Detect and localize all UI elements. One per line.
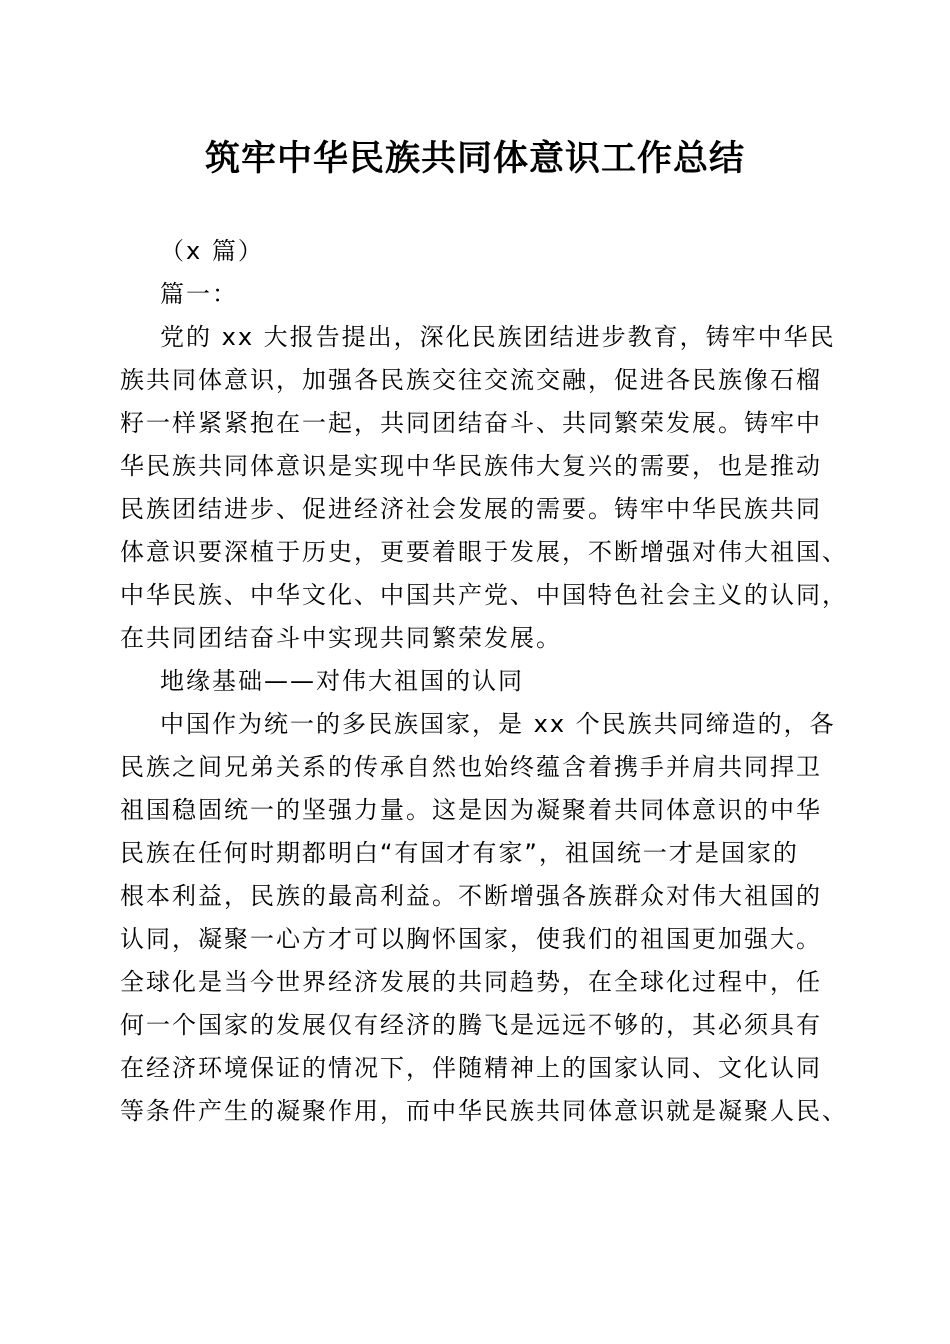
paragraph-line: 民族团结进步、促进经济社会发展的需要。铸牢中华民族共同 — [120, 495, 822, 523]
paragraph-2 — [120, 703, 848, 1133]
paragraph-line: 等条件产生的凝聚作用，而中华民族共同体意识就是凝聚人民、 — [120, 1097, 848, 1125]
paragraph-line: 党的 xx 大报告提出，深化民族团结进步教育，铸牢中华民 — [160, 323, 836, 351]
paragraph-line: 在经济环境保证的情况下，伴随精神上的国家认同、文化认同 — [120, 1054, 822, 1082]
paragraph-line: 体意识要深植于历史，更要着眼于发展，不断增强对伟大祖国、 — [120, 538, 848, 566]
paragraph-line: 民族之间兄弟关系的传承自然也始终蕴含着携手并肩共同捍卫 — [120, 753, 822, 781]
section-heading: 地缘基础——对伟大祖国的认同 — [160, 667, 524, 695]
paragraph-line: 族共同体意识，加强各民族交往交流交融，促进各民族像石榴 — [120, 366, 822, 394]
paragraph-line: 中华民族、中华文化、中国共产党、中国特色社会主义的认同， — [120, 581, 848, 609]
paragraph-1 — [120, 316, 848, 660]
paragraph-line: 在共同团结奋斗中实现共同繁荣发展。 — [120, 624, 562, 652]
document-body — [120, 230, 848, 1133]
paragraph-line: 祖国稳固统一的坚强力量。这是因为凝聚着共同体意识的中华 — [120, 796, 822, 824]
paragraph-line: 认同，凝聚一心方才可以胸怀国家，使我们的祖国更加强大。 — [120, 925, 822, 953]
subtitle: （x 篇） — [160, 237, 264, 265]
document-title: 筑牢中华民族共同体意识工作总结 — [204, 138, 745, 179]
paragraph-line: 中国作为统一的多民族国家，是 xx 个民族共同缔造的，各 — [160, 710, 836, 738]
paragraph-line: 华民族共同体意识是实现中华民族伟大复兴的需要，也是推动 — [120, 452, 822, 480]
section-label: 篇一： — [160, 280, 238, 308]
paragraph-line: 根本利益，民族的最高利益。不断增强各族群众对伟大祖国的 — [120, 882, 822, 910]
paragraph-line: 全球化是当今世界经济发展的共同趋势，在全球化过程中，任 — [120, 968, 822, 996]
paragraph-line: 民族在任何时期都明白“有国才有家”，祖国统一才是国家的 — [120, 839, 799, 867]
paragraph-line: 籽一样紧紧抱在一起，共同团结奋斗、共同繁荣发展。铸牢中 — [120, 409, 822, 437]
paragraph-line: 何一个国家的发展仅有经济的腾飞是远远不够的，其必须具有 — [120, 1011, 822, 1039]
